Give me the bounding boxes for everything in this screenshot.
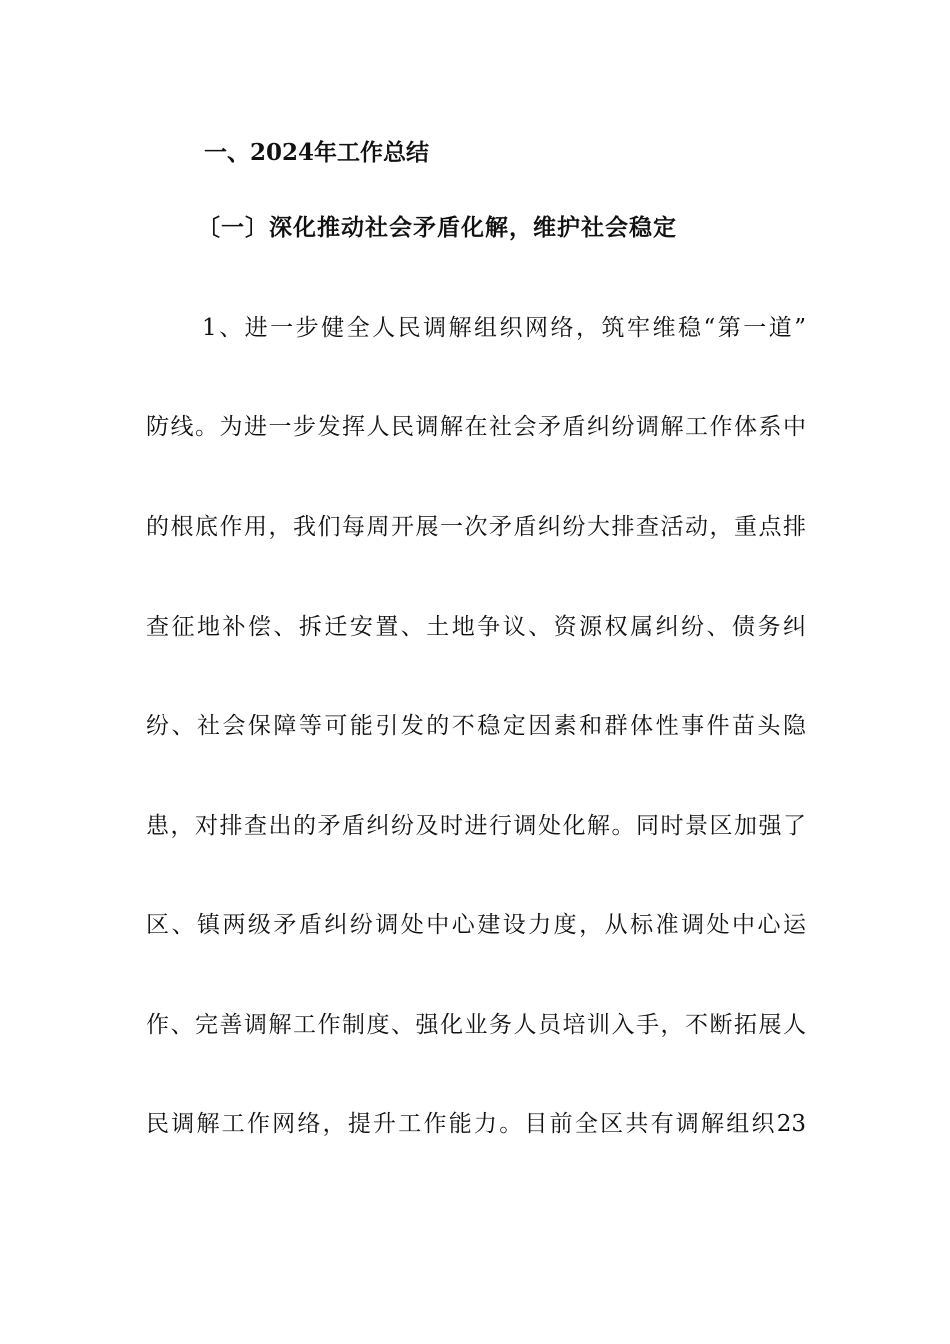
subsection-heading: 〔一〕深化推动社会矛盾化解，维护社会稳定 [197,214,677,241]
paragraph-line: 的根底作用，我们每周开展一次矛盾纠纷大排查活动，重点排 [146,514,806,540]
paragraph-line: 民调解工作网络，提升工作能力。目前全区共有调解组织23 [146,1111,806,1137]
paragraph-line: 作、完善调解工作制度、强化业务人员培训入手，不断拓展人 [146,1012,806,1038]
paragraph-line: 1、进一步健全人民调解组织网络，筑牢维稳“第一道” [202,315,806,341]
section-heading: 一、2024年工作总结 [204,139,430,166]
paragraph-line: 查征地补偿、拆迁安置、土地争议、资源权属纠纷、债务纠 [146,614,806,640]
paragraph-line: 纷、社会保障等可能引发的不稳定因素和群体性事件苗头隐 [146,713,806,739]
paragraph-line: 患，对排查出的矛盾纠纷及时进行调处化解。同时景区加强了 [146,813,806,839]
paragraph-line: 区、镇两级矛盾纠纷调处中心建设力度，从标准调处中心运 [146,912,806,938]
paragraph-line: 防线。为进一步发挥人民调解在社会矛盾纠纷调解工作体系中 [146,414,806,440]
